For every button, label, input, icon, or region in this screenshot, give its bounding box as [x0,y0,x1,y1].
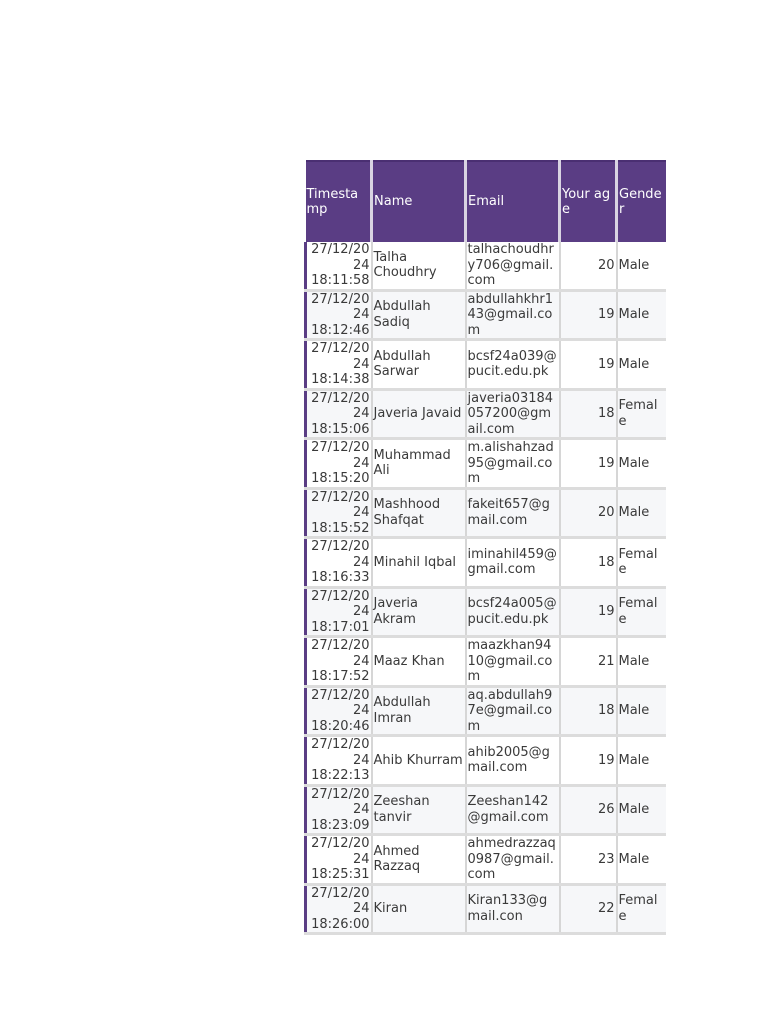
header-row [306,161,666,242]
timestamp-year: 24 [352,802,370,817]
email-cell[interactable]: aq.abdullah97e@gmail.com [466,686,560,736]
timestamp-time: 18:17:01 [311,619,370,635]
age-cell[interactable]: 23 [560,835,617,885]
gender-cell[interactable]: Male [617,439,666,489]
timestamp-year: 24 [352,604,370,619]
email-cell[interactable]: Kiran133@gmail.con [466,884,560,934]
timestamp-year: 24 [352,901,370,916]
age-cell[interactable]: 19 [560,736,617,786]
gender-cell[interactable]: Male [617,340,666,390]
timestamp-year: 24 [352,653,370,669]
name-cell[interactable]: Talha Choudhry [372,242,466,290]
gender-cell[interactable]: Female [617,389,666,439]
timestamp-cell[interactable] [306,538,372,588]
age-cell[interactable]: 19 [560,290,617,340]
timestamp-cell[interactable] [306,736,372,786]
name-cell[interactable]: Javeria Akram [372,587,466,637]
age-cell[interactable]: 19 [560,340,617,390]
name-cell[interactable]: Ahib Khurram [372,736,466,786]
timestamp-cell[interactable] [306,785,372,835]
age-cell[interactable]: 21 [560,637,617,687]
gender-cell[interactable]: Male [617,736,666,786]
timestamp-time: 18:20:46 [311,718,370,734]
timestamp-date: 27/12/20 [311,638,370,653]
timestamp-year: 24 [352,257,370,273]
timestamp-time: 18:16:33 [311,570,370,585]
email-cell[interactable]: ahmedrazzaq0987@gmail.com [466,835,560,885]
name-cell[interactable]: Abdullah Sarwar [372,340,466,390]
gender-cell[interactable]: Male [617,835,666,885]
table-row [306,242,666,290]
timestamp-date: 27/12/20 [311,737,370,752]
timestamp-date: 27/12/20 [311,885,370,901]
timestamp-time: 18:15:20 [311,471,370,486]
email-cell[interactable]: iminahil459@gmail.com [466,538,560,588]
timestamp-cell[interactable] [306,835,372,885]
timestamp-cell[interactable] [306,637,372,687]
timestamp-cell[interactable] [306,439,372,489]
timestamp-year: 24 [352,505,370,520]
name-cell[interactable]: Mashhood Shafqat [372,488,466,538]
table-row [306,340,666,390]
timestamp-year: 24 [352,554,370,570]
name-cell[interactable]: Abdullah Sadiq [372,290,466,340]
table-row [306,488,666,538]
timestamp-date: 27/12/20 [311,291,370,307]
table-row [306,587,666,637]
header-age[interactable]: Your age [560,161,617,242]
email-cell[interactable]: bcsf24a039@pucit.edu.pk [466,340,560,390]
age-cell[interactable]: 22 [560,884,617,934]
timestamp-date: 27/12/20 [311,242,370,257]
timestamp-time: 18:15:52 [311,520,370,536]
name-cell[interactable]: Kiran [372,884,466,934]
timestamp-time: 18:23:09 [311,817,370,833]
gender-cell[interactable]: Male [617,637,666,687]
timestamp-date: 27/12/20 [311,786,370,802]
timestamp-cell[interactable] [306,884,372,934]
age-cell[interactable]: 19 [560,587,617,637]
age-cell[interactable]: 20 [560,488,617,538]
timestamp-cell[interactable] [306,686,372,736]
timestamp-date: 27/12/20 [311,390,370,406]
timestamp-time: 18:15:06 [311,421,370,437]
email-cell[interactable]: maazkhan9410@gmail.com [466,637,560,687]
name-cell[interactable]: Minahil Iqbal [372,538,466,588]
age-cell[interactable]: 18 [560,686,617,736]
timestamp-date: 27/12/20 [311,440,370,455]
timestamp-date: 27/12/20 [311,341,370,356]
age-cell[interactable]: 26 [560,785,617,835]
timestamp-time: 18:12:46 [311,322,370,338]
timestamp-date: 27/12/20 [311,588,370,604]
timestamp-date: 27/12/20 [311,539,370,554]
table-row [306,884,666,934]
email-cell[interactable]: ahib2005@gmail.com [466,736,560,786]
gender-cell[interactable]: Male [617,488,666,538]
table-row [306,785,666,835]
name-cell[interactable]: Muhammad Ali [372,439,466,489]
timestamp-date: 27/12/20 [311,489,370,505]
name-cell[interactable]: Javeria Javaid [372,389,466,439]
timestamp-year: 24 [352,455,370,471]
name-cell[interactable]: Ahmed Razzaq [372,835,466,885]
table-row [306,389,666,439]
timestamp-time: 18:25:31 [311,867,370,882]
timestamp-year: 24 [352,752,370,768]
timestamp-year: 24 [352,406,370,421]
timestamp-date: 27/12/20 [311,836,370,851]
age-cell[interactable]: 18 [560,389,617,439]
timestamp-time: 18:17:52 [311,669,370,684]
timestamp-cell[interactable] [306,290,372,340]
email-cell[interactable]: javeria03184057200@gmail.com [466,389,560,439]
name-cell[interactable]: Zeeshan tanvir [372,785,466,835]
email-cell[interactable]: Zeeshan142@gmail.com [466,785,560,835]
name-cell[interactable]: Maaz Khan [372,637,466,687]
timestamp-cell[interactable] [306,340,372,390]
timestamp-date: 27/12/20 [311,687,370,703]
timestamp-cell[interactable] [306,242,372,290]
table-row [306,538,666,588]
timestamp-year: 24 [352,356,370,372]
timestamp-year: 24 [352,307,370,322]
timestamp-cell[interactable] [306,488,372,538]
timestamp-year: 24 [352,851,370,867]
gender-cell[interactable]: Female [617,538,666,588]
email-cell[interactable]: fakeit657@gmail.com [466,488,560,538]
responses-table [304,160,666,935]
timestamp-time: 18:26:00 [311,916,370,932]
gender-cell[interactable]: Female [617,884,666,934]
gender-cell[interactable]: Male [617,290,666,340]
email-cell[interactable]: bcsf24a005@pucit.edu.pk [466,587,560,637]
gender-cell[interactable]: Male [617,686,666,736]
timestamp-year: 24 [352,703,370,718]
age-cell[interactable]: 19 [560,439,617,489]
header-gender[interactable]: Gender [617,161,666,242]
timestamp-cell[interactable] [306,389,372,439]
table-row [306,835,666,885]
gender-cell[interactable]: Male [617,785,666,835]
table-row [306,637,666,687]
table-row [306,686,666,736]
header-timestamp[interactable]: Timestamp [306,161,372,242]
timestamp-time: 18:14:38 [311,372,370,387]
email-cell[interactable]: abdullahkhr143@gmail.com [466,290,560,340]
timestamp-time: 18:22:13 [311,768,370,783]
header-name[interactable]: Name [372,161,466,242]
name-cell[interactable]: Abdullah Imran [372,686,466,736]
timestamp-time: 18:11:58 [311,273,370,288]
table-row [306,736,666,786]
timestamp-cell[interactable] [306,587,372,637]
gender-cell[interactable]: Female [617,587,666,637]
table-row [306,439,666,489]
table-row [306,290,666,340]
email-cell[interactable]: m.alishahzad95@gmail.com [466,439,560,489]
gender-cell[interactable]: Male [617,242,666,290]
age-cell[interactable]: 20 [560,242,617,290]
age-cell[interactable]: 18 [560,538,617,588]
header-email[interactable]: Email [466,161,560,242]
email-cell[interactable]: talhachoudhry706@gmail.com [466,242,560,290]
